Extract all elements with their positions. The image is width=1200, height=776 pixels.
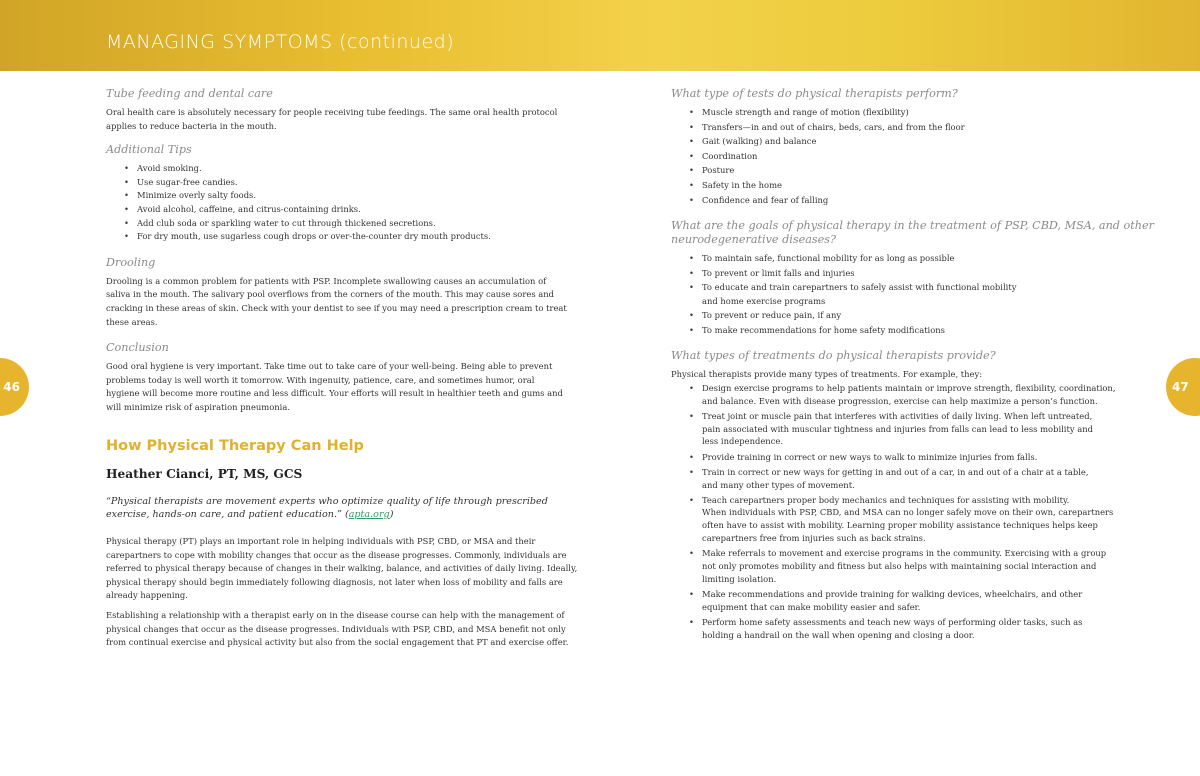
item-line: To prevent or limit falls and injuries [702,267,855,278]
item-line: To maintain safe, functional mobility for as long as possible [702,252,955,263]
page-number-right-label: 47 [1172,380,1189,394]
list-item [689,252,1111,265]
section-drooling [106,255,567,329]
pt-quote [106,495,546,523]
list-item [689,616,1111,642]
text-line: these areas. [106,316,158,327]
text-line: Good oral hygiene is very important. Take time out to take care of your well-being. Being able to prevent [106,361,553,372]
item-line: Treat joint or muscle pain that interferes with activities of daily living. When left untreated, [702,410,1093,421]
text-line: Physical therapy (PT) plays an important role in helping individuals with PSP, CBD, or MSA and their [106,536,536,547]
section-conclusion [106,341,563,414]
list-item [689,309,1111,322]
list-item [689,382,1116,408]
text-line: referred to physical therapy because of changes in their walking, balance, and activities of daily living. Ideally, [106,563,578,574]
item-line: pain associated with muscular tightness and injuries from falls can lead to less mobility and [702,423,1093,434]
goals-list [671,252,1111,337]
section-physical-therapy [106,437,578,650]
text-line: carepartners to cope with mobility changes that occur as the disease progresses. Commonly, individuals are [106,549,567,560]
text-line: already happening. [106,590,188,601]
item-line: To educate and train carepartners to safely assist with functional mobility [702,282,1017,293]
section-paragraph [106,360,563,414]
pt-paragraph-1 [106,535,578,603]
list-item: • Confidence and fear of falling [689,194,1111,207]
text-line: physical changes that occur as the disease progresses. Individuals with PSP, CBD, and MSA benefit not only [106,623,566,634]
title-line: neurodegenerative diseases? [671,232,836,246]
tests-list [671,106,1111,207]
text-line: Oral health care is absolutely necessary for people receiving tube feedings. The same oral health protocol [106,107,558,117]
section-title: Tube feeding and dental care [106,87,273,100]
page-number-right [1166,358,1200,416]
header-banner [0,0,1200,71]
list-item [689,267,1111,280]
section-title: What type of tests do physical therapists perform? [671,87,958,100]
pt-heading: How Physical Therapy Can Help [106,437,364,454]
text-line: Drooling is a common problem for patients with PSP. Incomplete swallowing causes an accumulation of [106,275,547,286]
list-item: • Safety in the home [689,179,1111,192]
text-line: applies to reduce bacteria in the mouth. [106,120,277,131]
list-item [689,281,1111,308]
item-line: less independence. [702,436,784,447]
page-number-left [0,358,29,416]
section-goals [671,218,1154,337]
list-item: • Minimize overly salty foods. [124,189,546,203]
list-item [689,466,1111,492]
text-line: Establishing a relationship with a therapist early on in the disease course can help with the management of [106,610,565,621]
list-item: • Avoid alcohol, caffeine, and citrus-containing drinks. [124,203,546,217]
list-item: • Muscle strength and range of motion (flexibility) [689,106,1111,119]
page-number-left-label: 46 [3,380,20,394]
section-title: Drooling [106,255,156,269]
tips-list [106,162,546,244]
list-item [689,494,1114,545]
section-tube-feeding [106,87,558,133]
text-line: from continual exercise and physical activity but also from the social engagement that PT and exercise offer. [106,637,569,648]
list-item: • Coordination [689,150,1111,163]
item-line: often have to assist with mobility. Learning proper mobility assistance techniques helps keep [702,520,1098,531]
text-line: problems today is well worth it tomorrow. With ingenuity, patience, care, and sometimes humor, oral [106,374,535,385]
section-title: Conclusion [106,341,169,355]
item-line: Design exercise programs to help patients maintain or improve strength, flexibility, coordination, [702,382,1116,393]
item-line: holding a handrail on the wall when opening and closing a door. [702,629,975,640]
item-line: When individuals with PSP, CBD, and MSA can no longer safely move on their own, carepartners [702,507,1114,518]
title-line: What are the goals of physical therapy in the treatment of PSP, CBD, MSA, and other [671,218,1154,232]
list-item [689,451,1111,464]
item-line: Make referrals to movement and exercise programs in the community. Exercising with a group [702,548,1107,559]
section-tests [671,87,1111,207]
section-additional-tips [106,143,546,244]
item-line: and many other types of movement. [702,479,855,490]
treatments-list [671,382,1116,642]
left-page-column [106,87,578,650]
pt-author: Heather Cianci, PT, MS, GCS [106,466,303,481]
treatments-intro: Physical therapists provide many types of treatments. For example, they: [671,369,983,380]
list-item [689,410,1111,448]
text-line: will minimize risk of aspiration pneumonia. [106,401,291,412]
item-line: Perform home safety assessments and teach new ways of performing older tasks, such as [702,617,1083,628]
list-item: • Posture [689,164,1111,177]
section-paragraph [106,106,558,133]
item-line: and home exercise programs [702,295,826,306]
text-line: physical therapy should begin immediately following diagnosis, not later when loss of mobility and falls are [106,576,563,587]
quote-line: “Physical therapists are movement experts who optimize quality of life through prescribed [106,495,548,507]
item-line: To make recommendations for home safety modifications [702,324,945,335]
right-page-column [671,87,1154,644]
list-item: • Add club soda or sparkling water to cut through thickened secretions. [124,217,546,231]
item-line: Make recommendations and provide training for walking devices, wheelchairs, and other [702,589,1083,600]
item-line: not only promotes mobility and fitness but also helps with maintaining social interaction and [702,561,1097,572]
page-header-title: MANAGING SYMPTOMS (continued) [106,31,455,53]
list-item [689,324,1111,337]
list-item: • Transfers—in and out of chairs, beds, cars, and from the floor [689,121,1111,134]
quote-end: ) [389,509,394,521]
section-title: What types of treatments do physical therapists provide? [671,349,996,363]
apta-link[interactable]: apta.org [348,509,390,521]
section-title: Additional Tips [106,143,192,157]
item-line: To prevent or reduce pain, if any [702,310,842,321]
list-item: • For dry mouth, use sugarless cough drops or over-the-counter dry mouth products. [124,230,546,244]
quote-line: exercise, hands-on care, and patient education.” ( [106,509,349,521]
section-title [671,218,1154,247]
item-line: Train in correct or new ways for getting in and out of a car, in and out of a chair at a table, [702,466,1089,477]
section-paragraph [106,275,567,329]
text-line: cracking in these areas of skin. Check with your dentist to see if you may need a prescription cream to treat [106,302,567,313]
item-line: equipment that can make mobility easier and safer. [702,601,921,612]
text-line: hygiene will become more routine and less difficult. Your efforts will result in healthier teeth and gums and [106,388,563,399]
item-line: and balance. Even with disease progression, exercise can help maximize a person’s function. [702,395,1098,406]
list-item: • Gait (walking) and balance [689,135,1111,148]
pt-paragraph-2 [106,609,569,650]
section-treatments [671,349,1116,641]
text-line: saliva in the mouth. The salivary pool overflows from the corners of the mouth. This may cause sores and [106,289,555,300]
item-line: limiting isolation. [702,573,777,584]
list-item: • Avoid smoking. [124,162,546,176]
list-item [689,547,1111,585]
list-item [689,588,1111,614]
item-line: Teach carepartners proper body mechanics and techniques for assisting with mobility. [702,494,1070,505]
list-item: • Use sugar-free candies. [124,176,546,190]
item-line: carepartners free from injuries such as back strains. [702,533,926,544]
item-line: Provide training in correct or new ways to walk to minimize injuries from falls. [702,451,1038,462]
